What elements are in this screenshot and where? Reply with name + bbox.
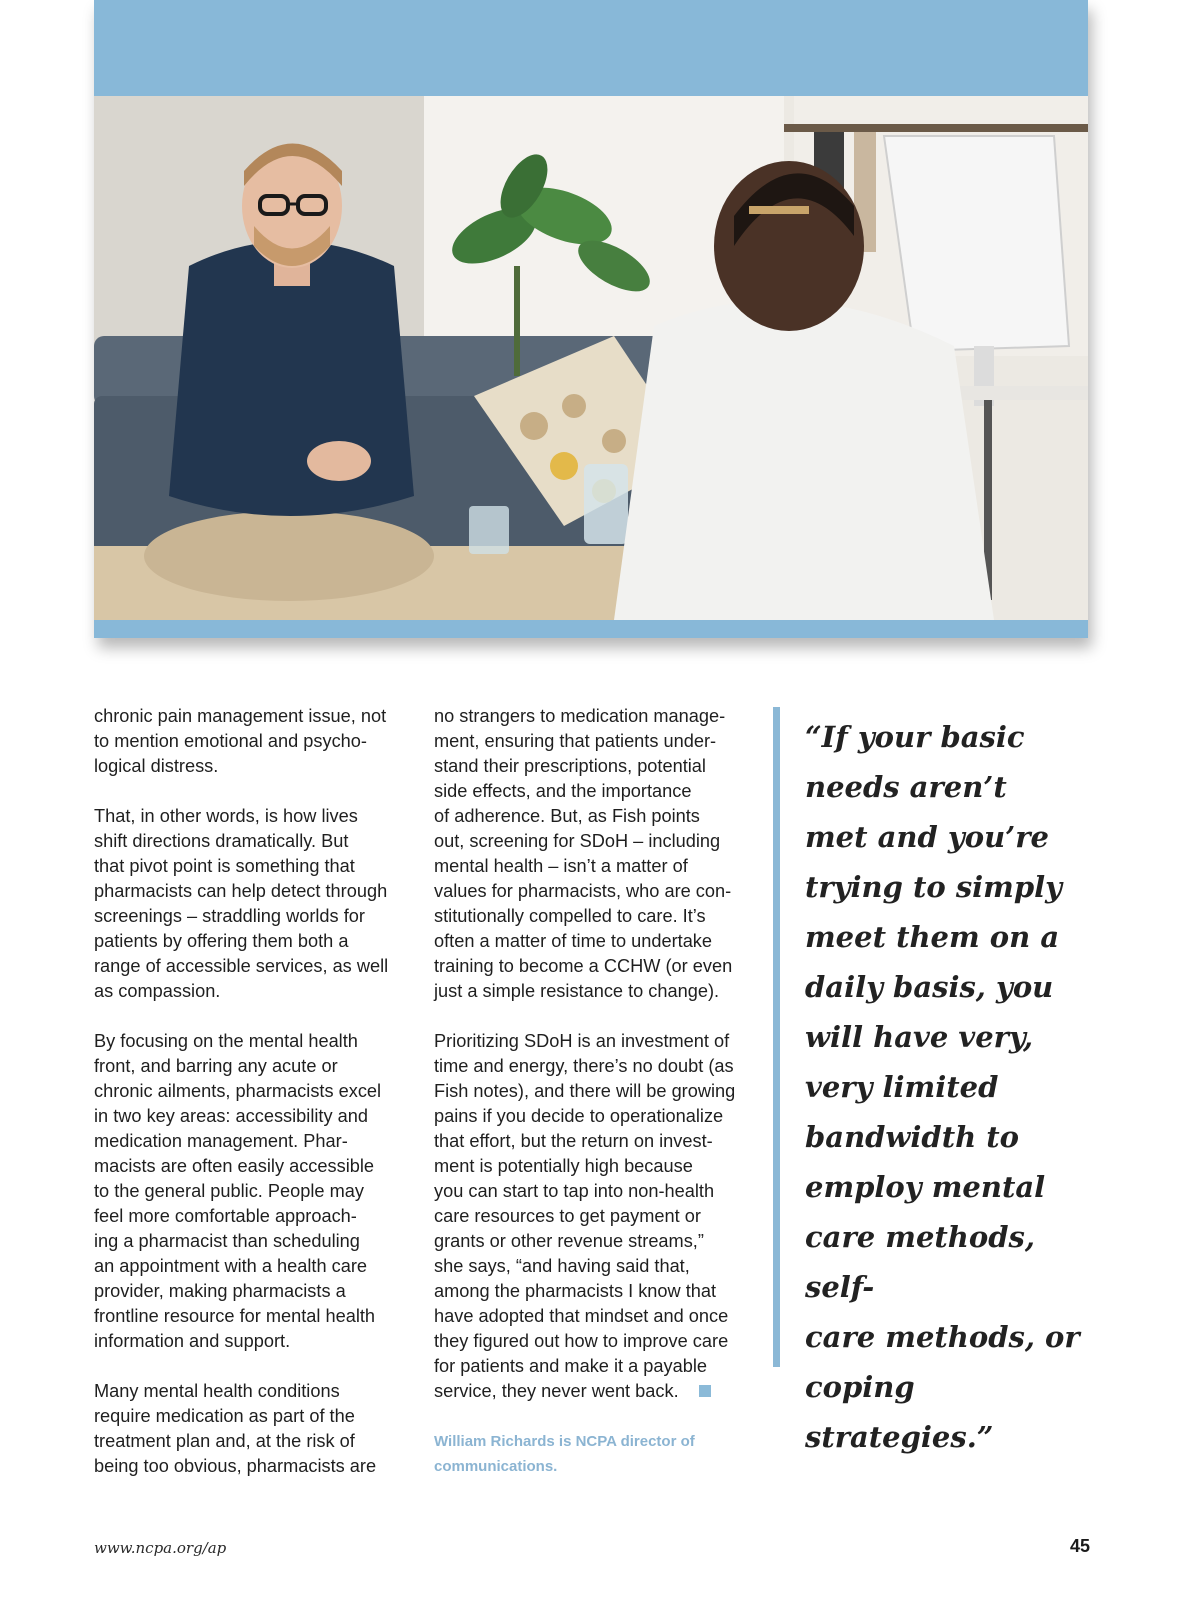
counseling-session-photo: [94, 96, 1088, 620]
paragraph: By focusing on the mental health front, and barring any acute or chronic ailments, pharmacists excel in two key areas: accessibility and medication management. Phar- macists are often easily accessible to the general public. People may feel more comfortable approach- ing a pharmacist than scheduling an appointment with a health care provider, making pharmacists a frontline resource for mental health information and support.: [94, 1031, 382, 1351]
author-bio: William Richards is NCPA director of communications.: [434, 1433, 695, 1475]
paragraph-final: [434, 1029, 760, 1404]
paragraph: Many mental health conditions require medication as part of the treatment plan and, at the risk of being too obvious, pharmacists are: [94, 1381, 377, 1476]
paragraph-final-text: Prioritizing SDoH is an investment of time and energy, there’s no doubt (as Fish notes), and there will be growing pains if you decide to operationalize that effort, but the return on invest- ment is potentially high because you can start to tap into non-health care resources to get payment or grants or other revenue streams,” she says, “and having said that, among the pharmacists I know that have adopted that mindset and once they figured out how to improve care for patients and make it a payable service, they never went back.: [434, 1031, 736, 1401]
page-number: 45: [1069, 1536, 1090, 1556]
paragraph: no strangers to medication manage- ment, ensuring that patients under- stand their prescriptions, potential side effects, and the importance of adherence. But, as Fish points out, screening for SDoH – including mental health – isn’t a matter of values for pharmacists, who are con- stitutionally compelled to care. It’s often a matter of time to undertake training to become a CCHW (or even just a simple resistance to change).: [434, 706, 733, 1001]
pull-quote-bar: [773, 707, 780, 1367]
article-column-2: [434, 704, 760, 1479]
photo-frame: [94, 0, 1088, 638]
footer-url: www.ncpa.org/ap: [94, 1539, 227, 1557]
article-column-1: [94, 704, 414, 1504]
paragraph: That, in other words, is how lives shift directions dramatically. But that pivot point is something that pharmacists can help detect through screenings – straddling worlds for patients by offering them both a range of accessible services, as well as compassion.: [94, 806, 389, 1001]
end-of-article-square-icon: [699, 1385, 711, 1397]
pull-quote: “If your basic needs aren’t met and you’re trying to simply meet them on a daily basis, you will have very, very limited bandwidth to employ mental care methods, self- care methods, or coping strategies.”: [805, 720, 1080, 1454]
paragraph: chronic pain management issue, not to mention emotional and psycho- logical distress.: [94, 706, 387, 776]
